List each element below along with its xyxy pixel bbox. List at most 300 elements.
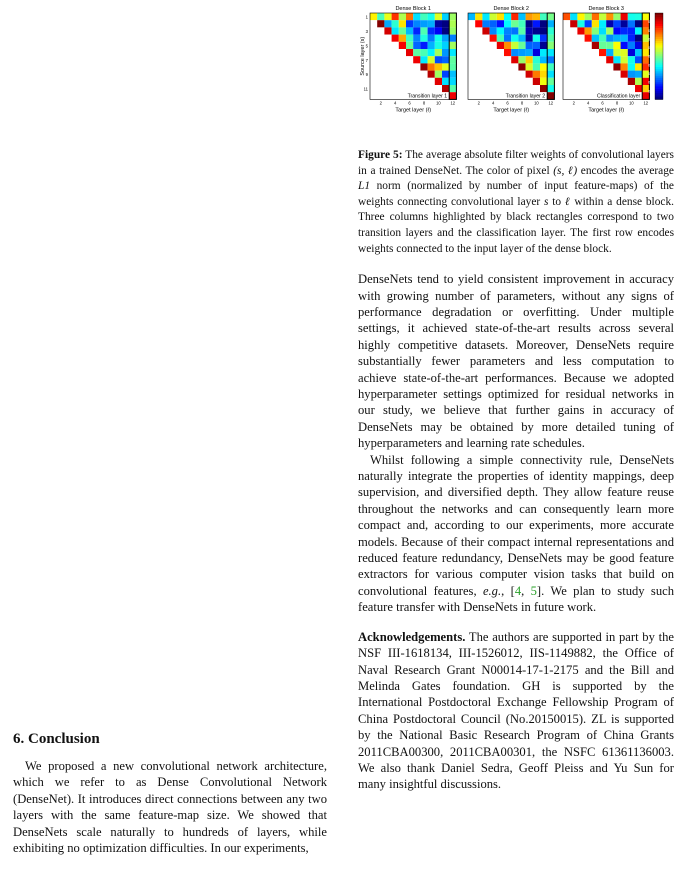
heatmap-cell [613, 20, 620, 27]
heatmap-cell [442, 85, 449, 92]
heatmap-cell [628, 27, 635, 34]
heatmap-cell [406, 27, 413, 34]
heatmap-cell [435, 27, 442, 34]
heatmap-cell [406, 35, 413, 42]
heatmap-cell [384, 35, 391, 42]
heatmap-cell [526, 71, 533, 78]
heatmap-cell [635, 20, 642, 27]
heatmap-cell [606, 13, 613, 20]
heatmap-cell [533, 42, 540, 49]
heatmap-cell [635, 71, 642, 78]
caption-text-2: encodes the average [577, 164, 674, 177]
heatmap-cell [406, 85, 413, 92]
heatmap-cell [399, 20, 406, 27]
figure-caption [358, 148, 674, 257]
heatmap-cell [526, 85, 533, 92]
heatmap-cell [585, 56, 592, 63]
heatmap-cell [511, 49, 518, 56]
heatmap-cell [511, 56, 518, 63]
highlight-label: Transition layer 1 [407, 93, 448, 100]
heatmap-cell [490, 27, 497, 34]
heatmap-cell [377, 20, 384, 27]
heatmap-cell [482, 13, 489, 20]
x-tick-label: 4 [492, 100, 495, 106]
heatmap-cell [621, 27, 628, 34]
colorbar [648, 11, 663, 102]
caption-math-1: (s, ℓ) [553, 164, 578, 177]
heatmap-cell [377, 71, 384, 78]
heatmap-cell [585, 13, 592, 20]
heatmap-cell [406, 78, 413, 85]
heatmap-cell [377, 35, 384, 42]
heatmap-cell [428, 71, 435, 78]
heatmap-cell [420, 56, 427, 63]
heatmap-cell [377, 63, 384, 70]
heatmap-cell [392, 71, 399, 78]
heatmap-cell [435, 71, 442, 78]
heatmap-cell [599, 49, 606, 56]
caption-text-1: The average absolute filter weights of convolutional layers in a trained DenseNet. The color of pixel [358, 149, 674, 177]
heatmap-cell [613, 85, 620, 92]
heatmap-cell [628, 56, 635, 63]
heatmap-cell [370, 20, 377, 27]
heatmap-cell [449, 27, 456, 34]
heatmap-cell [428, 49, 435, 56]
heatmap-cell [518, 13, 525, 20]
heatmap-cell [370, 63, 377, 70]
heatmap-cell [384, 42, 391, 49]
heatmap-cell [370, 13, 377, 20]
colorbar-segment [655, 86, 663, 88]
heatmap-cell [613, 13, 620, 20]
heatmap-cell [599, 63, 606, 70]
x-tick-label: 2 [572, 100, 575, 106]
caption-math-3: s [543, 195, 549, 208]
heatmap-cell [606, 42, 613, 49]
heatmap-cell [428, 27, 435, 34]
heatmap-cell [511, 20, 518, 27]
heatmap-cell [428, 42, 435, 49]
colorbar-segment [655, 15, 663, 17]
colorbar-segment [655, 22, 663, 24]
caption-math-2: L1 [358, 180, 371, 193]
citation-link-5[interactable]: 5 [530, 583, 537, 598]
heatmap-cell [533, 63, 540, 70]
heatmap-cell [518, 20, 525, 27]
colorbar-segment [655, 24, 663, 26]
heatmap-cell [518, 78, 525, 85]
heatmap-cell [526, 35, 533, 42]
heatmap-cell [585, 20, 592, 27]
heatmap-cell [413, 71, 420, 78]
heatmap-cell [435, 49, 442, 56]
heatmap-cell [392, 85, 399, 92]
discussion-paragraph-1: DenseNets tend to yield consistent improvement in accuracy with growing number of parameters, without any signs of performance degradation or overfitting. Under multiple settings, it achieved state-of-the-art results across several highly competitive datasets. Moreover, DenseNets require substantially fewer parameters and less computation to achieve state-of-the-art performances. Because we adopted hyperparameter settings optimized for residual networks in our study, we believe that further gains in accuracy of DenseNets may be obtained by more detailed tuning of hyperparameters and learning rate schedules. [358, 272, 674, 451]
heatmap-cell [497, 13, 504, 20]
heatmap-cell [606, 78, 613, 85]
heatmap-cell [482, 27, 489, 34]
heatmap-cell [585, 49, 592, 56]
heatmap-cell [540, 85, 547, 92]
heatmap-cell [392, 63, 399, 70]
heatmap-cell [518, 27, 525, 34]
colorbar-segment [655, 82, 663, 84]
heatmap-cell [540, 78, 547, 85]
heatmap-cell [482, 71, 489, 78]
heatmap-cell [635, 35, 642, 42]
heatmap-cell [606, 35, 613, 42]
heatmap-cell [442, 63, 449, 70]
heatmap-cell [442, 27, 449, 34]
heatmap-cell [504, 42, 511, 49]
heatmap-cell [592, 42, 599, 49]
heatmap-cell [413, 20, 420, 27]
heatmap-cell [628, 71, 635, 78]
heatmap-cell [563, 85, 570, 92]
heatmap-cell [585, 92, 592, 99]
heatmap-cell [592, 78, 599, 85]
heatmap-cell [621, 63, 628, 70]
heatmap-cell [599, 13, 606, 20]
heatmap-cell [526, 13, 533, 20]
colorbar-tick-label: 0.1 [647, 88, 654, 94]
heatmap-cell [606, 71, 613, 78]
heatmap-cell [563, 71, 570, 78]
heatmap-cell [406, 49, 413, 56]
heatmap-cell [399, 27, 406, 34]
acknowledgements-text: The authors are supported in part by the NSF III-1618134, III-1526012, IIS-1149882, the Office of Naval Research Grant N00014-17-1-2175 and the Bill and Melinda Gates foundation. GH is supported by the International Postdoctoral Exchange Fellowship Program of China Postdoctoral Council (No.20150015). ZL is supported by the National Basic Research Program of China Grants 2011CBA00300, 2011CBA00301, the NSFC 61361136003. We also thank Daniel Sedra, Geoff Pleiss and Yu Sun for many insightful discussions. [358, 629, 674, 792]
heatmap-cell [577, 92, 584, 99]
heatmap-cell [435, 56, 442, 63]
heatmap-cell [384, 56, 391, 63]
heatmap-cell [384, 27, 391, 34]
x-tick-label: 2 [379, 100, 382, 106]
x-tick-label: 10 [534, 100, 539, 106]
caption-math-4: ℓ [564, 195, 571, 208]
heatmap-cell [449, 35, 456, 42]
caption-text-3: norm (normalized by number of input feature-maps) of the weights connecting convolutional layer [358, 180, 674, 208]
heatmap-cell [406, 63, 413, 70]
x-axis-label: Target layer (ℓ) [493, 107, 530, 114]
heatmap-cell [435, 35, 442, 42]
colorbar-segment [655, 56, 663, 58]
heatmap-cell [392, 35, 399, 42]
heatmap-cell [482, 63, 489, 70]
colorbar-tick-label: 0.5 [647, 53, 654, 59]
heatmap-cell [577, 85, 584, 92]
y-tick-label: 1 [365, 14, 368, 20]
x-axis-label: Target layer (ℓ) [395, 107, 432, 114]
heatmap-cell [370, 49, 377, 56]
heatmap-cell [504, 78, 511, 85]
heatmap-cell [577, 27, 584, 34]
heatmap-cell [563, 35, 570, 42]
heatmap-cell [449, 13, 456, 20]
heatmap-cell [577, 63, 584, 70]
heatmap-cell [577, 42, 584, 49]
heatmap-cell [420, 35, 427, 42]
heatmap-cell [449, 20, 456, 27]
heatmap-cell [392, 92, 399, 99]
heatmap-cell [497, 85, 504, 92]
colorbar-segment [655, 95, 663, 97]
heatmap-cell [406, 42, 413, 49]
heatmap-cell [540, 56, 547, 63]
heatmap-cell [449, 42, 456, 49]
block-title: Dense Block 3 [588, 6, 624, 12]
heatmap-cell [482, 78, 489, 85]
heatmap-cell [577, 35, 584, 42]
heatmap-cell [585, 63, 592, 70]
heatmap-cell [490, 35, 497, 42]
heatmap-cell [526, 78, 533, 85]
block-title: Dense Block 2 [493, 6, 529, 12]
heatmap-cell [399, 92, 406, 99]
heatmap-cell [570, 35, 577, 42]
heatmap-cell [511, 63, 518, 70]
colorbar-segment [655, 28, 663, 30]
heatmap-cell [435, 20, 442, 27]
heatmap-cell [420, 63, 427, 70]
y-tick-label: 7 [365, 57, 368, 63]
heatmap-cell [547, 42, 554, 49]
colorbar-segment [655, 41, 663, 43]
heatmap-cell [592, 20, 599, 27]
colorbar-segment [655, 19, 663, 21]
heatmap-cell [635, 49, 642, 56]
heatmap-cell [599, 56, 606, 63]
heatmap-cell [475, 56, 482, 63]
colorbar-segment [655, 65, 663, 67]
para2-eg: e.g. [482, 583, 502, 598]
heatmap-cell [570, 49, 577, 56]
heatmap-cell [577, 71, 584, 78]
heatmap-cell [613, 78, 620, 85]
heatmap-cell [384, 85, 391, 92]
heatmap-cell [442, 78, 449, 85]
heatmap-cell [526, 42, 533, 49]
heatmap-cell [497, 78, 504, 85]
heatmap-cell [570, 63, 577, 70]
colorbar-segment [655, 26, 663, 28]
heatmap-cell [628, 63, 635, 70]
acknowledgements-heading: Acknowledgements. [358, 629, 466, 644]
heatmap-cell [606, 56, 613, 63]
block-title: Dense Block 1 [395, 6, 431, 12]
heatmap-cell [621, 13, 628, 20]
heatmap-cell [563, 78, 570, 85]
heatmap-cell [526, 63, 533, 70]
heatmap-cell [468, 49, 475, 56]
heatmap-cell [370, 71, 377, 78]
heatmap-cell [635, 85, 642, 92]
heatmap-cell [449, 85, 456, 92]
discussion-paragraph-2 [358, 452, 674, 616]
heatmap-cell [533, 20, 540, 27]
colorbar-tick-label: 0 [651, 96, 654, 102]
colorbar-tick-label: 0.8 [647, 27, 654, 33]
heatmap-cell [613, 56, 620, 63]
heatmap-cell [635, 27, 642, 34]
heatmap-cell [428, 78, 435, 85]
heatmap-cell [420, 13, 427, 20]
heatmap-cell [370, 27, 377, 34]
heatmap-cell [399, 71, 406, 78]
heatmap-cell [413, 63, 420, 70]
heatmap-cell [621, 42, 628, 49]
y-tick-label: 11 [363, 86, 368, 92]
x-tick-label: 10 [629, 100, 634, 106]
heatmap-cell [497, 71, 504, 78]
heatmap-cell [540, 63, 547, 70]
heatmap-cell [442, 56, 449, 63]
colorbar-segment [655, 30, 663, 32]
heatmap-cell [377, 92, 384, 99]
heatmap-cell [399, 78, 406, 85]
heatmap-cell [533, 49, 540, 56]
heatmap-cell [606, 20, 613, 27]
heatmap-cell [475, 63, 482, 70]
heatmap-cell [420, 49, 427, 56]
para2-text-c: , [521, 583, 531, 598]
colorbar-segment [655, 32, 663, 34]
heatmap-cell [563, 92, 570, 99]
acknowledgements-paragraph [358, 629, 674, 793]
colorbar-tick-label: 0.4 [647, 62, 654, 68]
heatmap-cell [449, 71, 456, 78]
heatmap-cell [490, 78, 497, 85]
x-tick-label: 6 [506, 100, 509, 106]
heatmap-cell [592, 56, 599, 63]
heatmap-cell [592, 85, 599, 92]
heatmap-cell [504, 49, 511, 56]
heatmap-cell [377, 78, 384, 85]
heatmap-cell [577, 49, 584, 56]
heatmap-cell [526, 49, 533, 56]
heatmap-cell [475, 13, 482, 20]
heatmap-cell [511, 71, 518, 78]
heatmap-cell [442, 20, 449, 27]
y-tick-label: 3 [365, 29, 368, 34]
x-tick-label: 2 [477, 100, 480, 106]
heatmap-cell [628, 49, 635, 56]
heatmap-cell [384, 13, 391, 20]
heatmap-cell [370, 92, 377, 99]
heatmap-cell [533, 35, 540, 42]
heatmap-cell [413, 56, 420, 63]
heatmap-cell [613, 49, 620, 56]
x-tick-label: 10 [436, 100, 441, 106]
heatmap-cell [490, 20, 497, 27]
colorbar-tick-label: 0.2 [647, 79, 654, 85]
heatmap-cell [468, 92, 475, 99]
heatmap-cell [482, 92, 489, 99]
heatmap-cell [482, 49, 489, 56]
colorbar-segment [655, 73, 663, 75]
heatmap-cell [384, 49, 391, 56]
heatmap-cell [504, 71, 511, 78]
heatmap-cell [547, 71, 554, 78]
heatmap-cell [377, 85, 384, 92]
heatmap-cell [518, 63, 525, 70]
heatmap-cell [370, 56, 377, 63]
heatmap-cell [540, 49, 547, 56]
heatmap-cell [468, 85, 475, 92]
x-tick-label: 8 [520, 100, 524, 106]
heatmap-cell [468, 42, 475, 49]
colorbar-segment [655, 89, 663, 91]
x-tick-label: 12 [643, 100, 649, 106]
heatmap-cell [563, 27, 570, 34]
highlight-label: Classification layer [596, 93, 641, 100]
heatmap-cell [540, 20, 547, 27]
heatmap-cell [511, 27, 518, 34]
heatmap-cell [428, 35, 435, 42]
heatmap-cell [384, 71, 391, 78]
colorbar-segment [655, 54, 663, 56]
heatmap-cell [577, 78, 584, 85]
heatmap-cell [613, 35, 620, 42]
colorbar-segment [655, 17, 663, 19]
heatmap-cell [511, 42, 518, 49]
heatmap-cell [628, 85, 635, 92]
heatmap-cell [504, 56, 511, 63]
heatmap-cell [563, 63, 570, 70]
heatmap-cell [518, 85, 525, 92]
heatmap-cell [482, 20, 489, 27]
conclusion-paragraph: We proposed a new convolutional network architecture, which we refer to as Dense Convolutional Network (DenseNet). It introduces direct connections between any two layers with the same feature-map size. We showed that DenseNets scale naturally to hundreds of layers, while exhibiting no optimization difficulties. In our experiments, [13, 759, 327, 856]
x-tick-label: 4 [394, 100, 397, 106]
para2-text-b: , [ [501, 583, 515, 598]
heatmap-cell [475, 20, 482, 27]
heatmap-cell [563, 42, 570, 49]
heatmap-cell [563, 20, 570, 27]
colorbar-segment [655, 78, 663, 80]
heatmap-cell [518, 35, 525, 42]
heatmap-cell [621, 56, 628, 63]
heatmap-cell [413, 42, 420, 49]
heatmap-cell [442, 35, 449, 42]
heatmap-cell [570, 13, 577, 20]
colorbar-segment [655, 91, 663, 93]
heatmap-cell [420, 71, 427, 78]
heatmap-cell [475, 92, 482, 99]
heatmap-cell [585, 78, 592, 85]
heatmap-cell [585, 42, 592, 49]
heatmap-cell [475, 42, 482, 49]
colorbar-segment [655, 39, 663, 41]
heatmap-cell [599, 20, 606, 27]
heatmap-cell [420, 27, 427, 34]
heatmap-cell [475, 78, 482, 85]
heatmap-cell [475, 35, 482, 42]
heatmap-figure [358, 0, 674, 140]
heatmap-cell [518, 49, 525, 56]
heatmap-cell [606, 27, 613, 34]
heatmap-cell [642, 92, 649, 99]
heatmap-cell [428, 20, 435, 27]
heatmap-cell [635, 56, 642, 63]
heatmap-cell [570, 27, 577, 34]
heatmap-cell [490, 85, 497, 92]
heatmap-cell [585, 27, 592, 34]
heatmap-cell [570, 92, 577, 99]
heatmap-cell [428, 56, 435, 63]
colorbar-segment [655, 80, 663, 82]
colorbar-tick-label: 0.3 [647, 70, 654, 76]
heatmap-cell [570, 78, 577, 85]
citation-link-4[interactable]: 4 [514, 583, 522, 598]
